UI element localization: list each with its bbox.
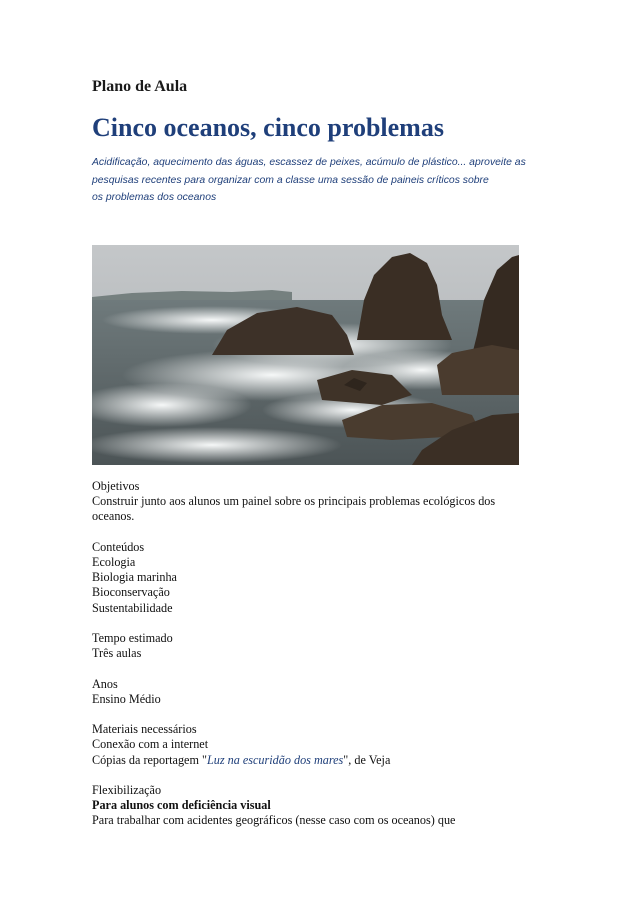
tempo-value: Três aulas [92, 646, 142, 661]
material-item [92, 753, 552, 768]
flexibilizacao-text: Para trabalhar com acidentes geográficos (nesse caso com os oceanos) que [92, 813, 456, 828]
conteudo-item: Bioconservação [92, 585, 170, 600]
material-suffix: ", de Veja [343, 752, 391, 767]
section-heading-objetivos: Objetivos [92, 479, 140, 493]
flexibilizacao-subheading: Para alunos com deficiência visual [92, 798, 271, 813]
conteudo-item: Sustentabilidade [92, 600, 173, 615]
material-prefix: Cópias da reportagem " [92, 752, 207, 767]
subtitle-line: pesquisas recentes para organizar com a classe uma sessão de paineis críticos sobre [92, 174, 489, 186]
document-kicker: Plano de Aula [92, 78, 188, 95]
subtitle-line: os problemas dos oceanos [92, 192, 217, 203]
document-subtitle [92, 154, 562, 207]
section-heading-anos: Anos [92, 676, 118, 691]
section-heading-conteudos: Conteúdos [92, 539, 145, 554]
ocean-rocks-photo [92, 245, 519, 465]
conteudo-item: Ecologia [92, 555, 136, 569]
section-heading-tempo: Tempo estimado [92, 631, 173, 645]
section-heading-flexibilizacao: Flexibilização [92, 782, 162, 797]
reportagem-link[interactable]: Luz na escuridão dos mares [206, 752, 344, 767]
material-item: Conexão com a internet [92, 737, 209, 752]
section-heading-materiais: Materiais necessários [92, 722, 197, 737]
objetivos-text: Construir junto aos alunos um painel sobre os principais problemas ecológicos dos [92, 494, 496, 509]
subtitle-line: Acidificação, aquecimento das águas, escassez de peixes, acúmulo de plástico... aproveite as [92, 157, 526, 168]
conteudo-item: Biologia marinha [92, 570, 177, 585]
objetivos-text: oceanos. [92, 509, 135, 524]
document-title: Cinco oceanos, cinco problemas [92, 113, 444, 142]
lesson-body [92, 479, 552, 829]
anos-value: Ensino Médio [92, 691, 161, 706]
